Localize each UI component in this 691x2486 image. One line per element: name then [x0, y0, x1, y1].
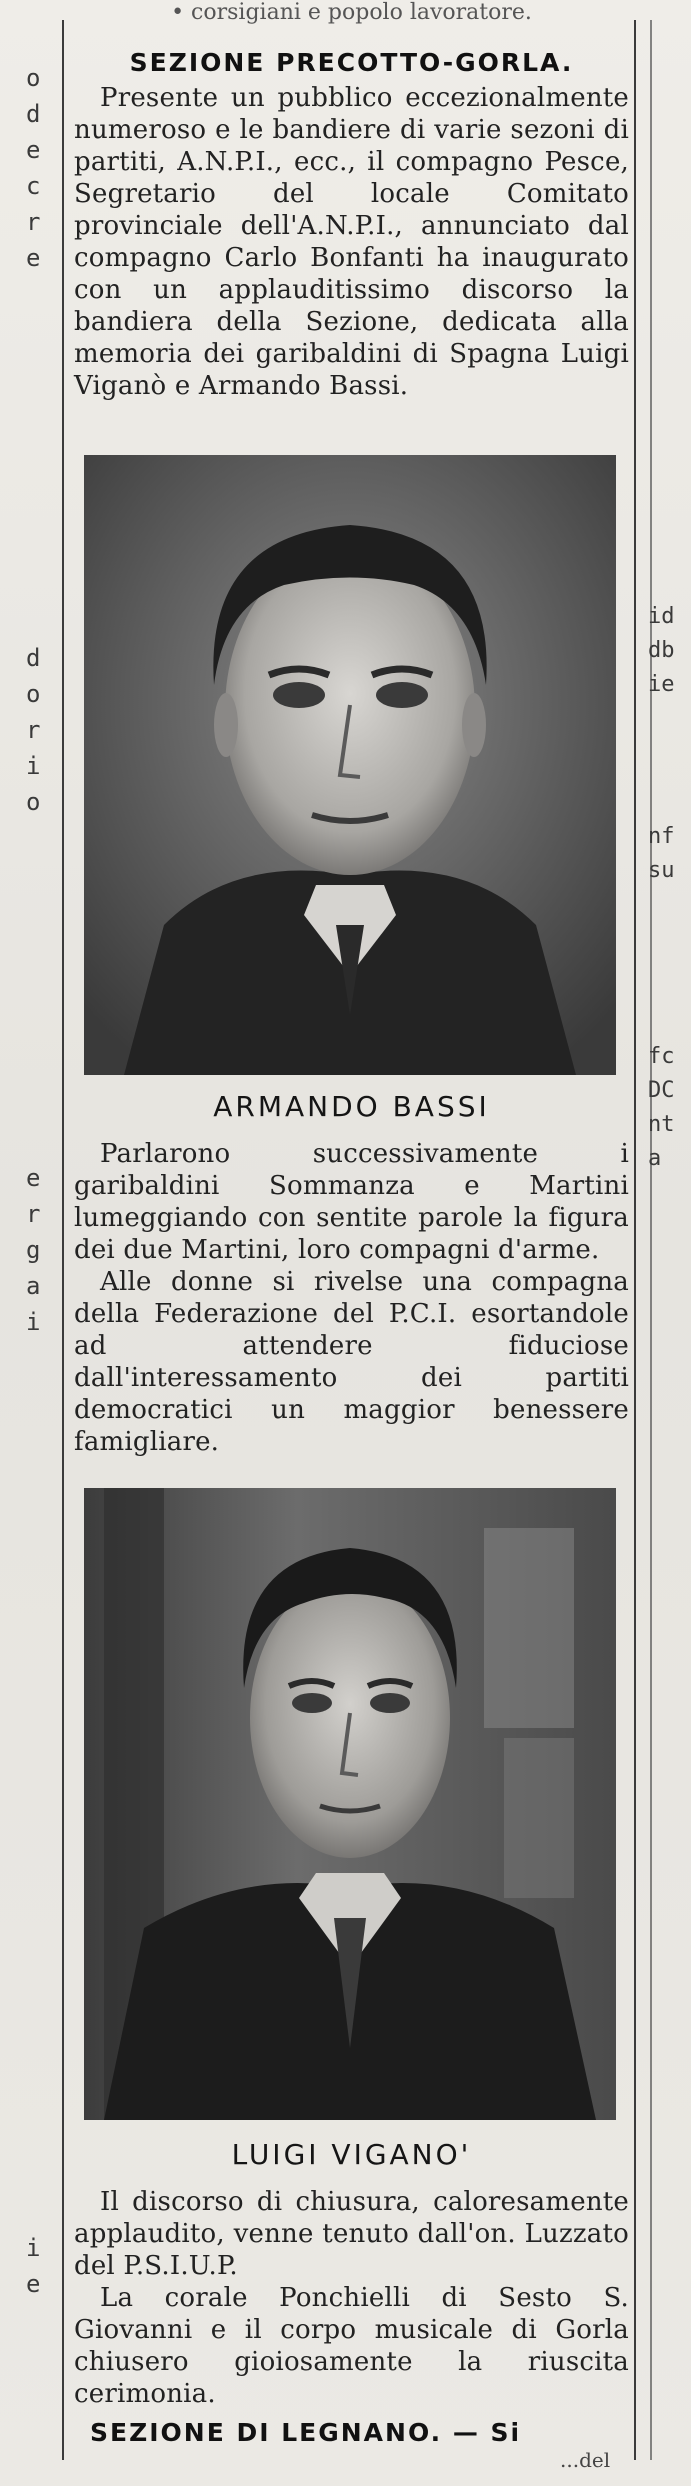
- column-rule-left: [62, 20, 64, 2460]
- left-margin-fragment-2: dorio: [26, 644, 41, 816]
- article-paragraph-1: [74, 82, 629, 402]
- photo-caption-luigi-vigano: LUIGI VIGANO': [231, 2138, 472, 2171]
- left-margin-fragment-3: ergai: [26, 1164, 41, 1336]
- portrait-photo-armando-bassi: [84, 455, 616, 1075]
- right-margin-fragment: iddbie: [648, 604, 675, 697]
- left-margin-fragment: odecre: [26, 64, 41, 272]
- cut-off-text: ...del: [560, 2448, 611, 2472]
- left-margin-fragment-4: ie: [26, 2234, 41, 2298]
- paragraph-text: Alle donne si rivelse una compagna della Federazione del P.C.I. esortandole ad attendere fiduciose dall'interessamento dei partiti democratici un maggior benessere famigliare.: [74, 1267, 629, 1457]
- cut-off-heading: • corsigiani e popolo lavoratore.: [171, 0, 532, 25]
- right-margin-fragment-3: fcDCnta: [648, 1044, 675, 1171]
- section-title-precotto-gorla: SEZIONE PRECOTTO-GORLA.: [129, 48, 574, 77]
- paragraph-text: Il discorso di chiusura, caloresamente applaudito, venne tenuto dall'on. Luzzato del P.S.I.U.P.: [74, 2187, 629, 2281]
- photo-caption-armando-bassi: ARMANDO BASSI: [213, 1090, 490, 1123]
- paragraph-text: Presente un pubblico eccezionalmente numeroso e le bandiere di varie sezoni di partiti, A.N.P.I., ecc., il compagno Pesce, Segretario del locale Comitato provinciale dell'A.N.P.I., annunciato dal compagno Carlo Bonfanti ha inaugurato con un applauditissimo discorso la bandiera della Sezione, dedicata alla memoria dei garibaldini di Spagna Luigi Viganò e Armando Bassi.: [74, 83, 629, 401]
- article-paragraph-3: [74, 2186, 629, 2410]
- column-rule-right-outer: [650, 20, 652, 2460]
- portrait-illustration: [84, 1488, 616, 2120]
- portrait-illustration: [84, 455, 616, 1075]
- section-title-legnano: SEZIONE DI LEGNANO. — Si: [90, 2418, 522, 2447]
- column-rule-right: [634, 20, 636, 2460]
- paragraph-text: La corale Ponchielli di Sesto S. Giovanni e il corpo musicale di Gorla chiusero gioiosamente la riuscita cerimonia.: [74, 2283, 629, 2409]
- paragraph-text: Parlarono successivamente i garibaldini Sommanza e Martini lumeggiando con sentite parole la figura dei due Martini, loro compagni d'arme.: [74, 1139, 629, 1265]
- portrait-photo-luigi-vigano: [84, 1488, 616, 2120]
- article-paragraph-2: [74, 1138, 629, 1458]
- right-margin-fragment-2: nfsu: [648, 824, 675, 883]
